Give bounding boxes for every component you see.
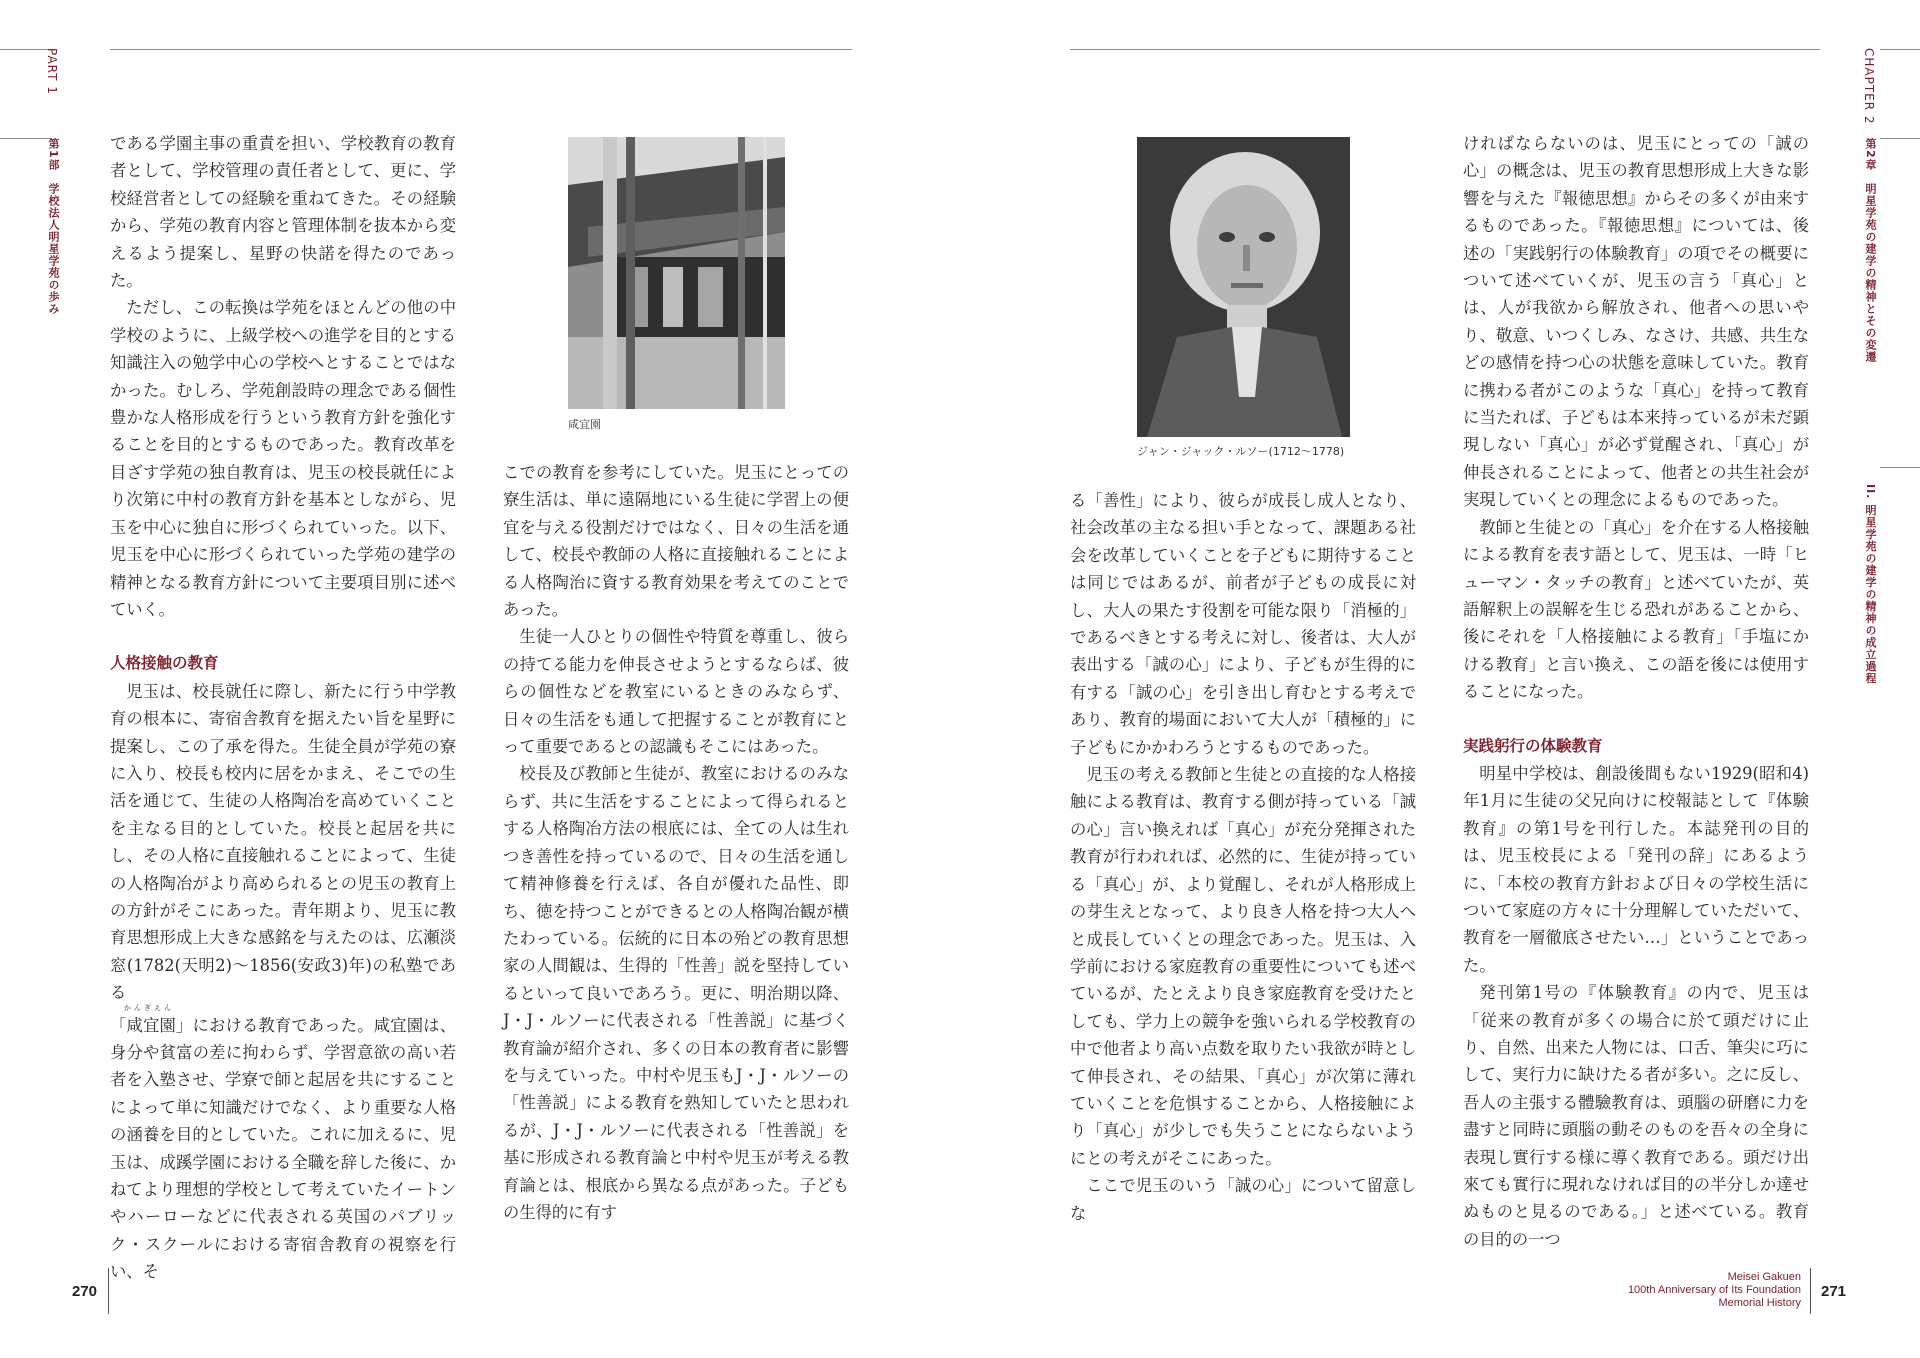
right-top-rule-main bbox=[1070, 49, 1820, 50]
part-label: PART 1 bbox=[45, 48, 59, 95]
paragraph: ここで児玉のいう「誠の心」について留意しな bbox=[1070, 1176, 1416, 1223]
chapter-title: 第2章 明星学苑の建学の精神とその変遷 bbox=[1864, 138, 1877, 363]
kangien-photo bbox=[568, 137, 785, 409]
left-column-2 bbox=[503, 459, 849, 1226]
left-top-rule-main bbox=[110, 49, 852, 50]
left-section-rule bbox=[0, 138, 50, 139]
right-footer-divider bbox=[1810, 1268, 1811, 1314]
paragraph: こでの教育を参考にしていた。児玉にとっての寮生活は、単に遠隔地にいる生徒に学習上の便宜を与える役割だけではなく、日々の生活を通して、校長や教師の人格に直接触れることによる人格陶治に資する教育効果を考えてのことであった。 bbox=[503, 463, 849, 620]
section-heading: 人格接触の教育 bbox=[110, 654, 219, 673]
paragraph: 教師と生徒との「真心」を介在する人格接触による教育を表す語として、児玉は、一時「ヒューマン・タッチの教育」と述べていたが、英語解釈上の誤解を生じる恐れがあることから、後にそれを「人格接触による教育」「手塩にかける教育」と言い換え、この語を後には使用することになった。 bbox=[1463, 517, 1809, 702]
chapter-label: CHAPTER 2 bbox=[1862, 48, 1876, 125]
right-section-rule bbox=[1880, 467, 1920, 468]
right-top-rule bbox=[1880, 49, 1920, 50]
left-top-rule bbox=[0, 49, 50, 50]
paragraph: ければならないのは、児玉にとっての「誠の心」の概念は、児玉の教育思想形成上大きな影響を与えた『報徳思想』からその多くが由来するものであった。『報徳思想』については、後述の「実践躬行の体験教育」の項でその概要について述べていくが、児玉の言う「真心」とは、人が我欲から解放され、他者への思いやり、敬意、いつくしみ、なさけ、共感、共生などの感情を持つ心の状態を意味していた。教育に携わる者がこのような「真心」を持って教育に当たれば、子どもは本来持っているが未だ顕現しない「真心」が必ず覚醒され、「真心」が伸長されることによって、他者との共生社会が実現していくとの理念によるものであった。 bbox=[1463, 134, 1809, 510]
left-section-label: 第1部 学校法人明星学苑の歩み bbox=[47, 138, 60, 315]
right-section-label: II. 明星学苑の建学の精神の成立過程 bbox=[1864, 484, 1877, 685]
paragraph: 明星中学校は、創設後間もない1929(昭和4)年1月に生徒の父兄向けに校報誌として『体験教育』の第1号を刊行した。本誌発刊の目的は、児玉校長による「発刊の辞」にあるように、「本校の教育方針および日々の学校生活について家庭の方々に十分理解していただいて、教育を一層徹底させたい…」ということであった。 bbox=[1463, 763, 1809, 975]
footer-line: 100th Anniversary of Its Foundation bbox=[1627, 1284, 1801, 1296]
right-column-1 bbox=[1070, 487, 1416, 1227]
paragraph: 校長及び教師と生徒が、教室におけるのみならず、共に生活をすることによって得られるとする人格陶冶方法の根底には、全ての人は生れつき善性を持っているので、日々の生活を通して精神修養を行えば、各自が優れた品性、即ち、徳を持つことができるとの人格陶冶観が横たわっている。伝統的に日本の殆どの教育思想家の人間観は、生得的「性善」説を堅持しているといって良いであろう。更に、明治期以降、J・J・ルソーに代表される「性善説」に基づく教育論が紹介され、多くの日本の教育者に影響を与えていった。中村や児玉もJ・J・ルソーの「性善説」による教育を熟知していたと思われるが、J・J・ルソーに代表される「性善説」を基に形成される教育論と中村や児玉が考える教育論とは、根底から異なる点があった。子どもの生得的に有す bbox=[503, 764, 849, 1222]
paragraph: る「善性」により、彼らが成長し成人となり、社会改革の主なる担い手となって、課題ある社会を改革していくことを子どもに期待することは同じではあるが、前者が子どもの成長に対し、大人の果たす役割を可能な限り「消極的」であるべきとする考えに対し、後者は、大人が表出する「誠の心」により、子どもが生得的に有する「誠の心」を引き出し育むとする考えであり、教育的場面において大人が「積極的」に子どもにかかわろうとするものであった。 bbox=[1070, 491, 1416, 757]
kangien-photo-image bbox=[568, 137, 785, 409]
right-chapter-rule bbox=[1880, 138, 1920, 139]
paragraph: ただし、この転換は学苑をほとんどの他の中学校のように、上級学校への進学を目的とする知識注入の勉学中心の学校へとすることではなかった。むしろ、学苑創設時の理念である個性豊かな人格形成を行うという教育方針を強化することを目的とするものであった。教育改革を目ざす学苑の独自教育は、児玉の校長就任により次第に中村の教育方針を基本としながら、児玉を中心に独自に形づくられていった。以下、児玉を中心に形づくられていった学苑の建学の精神となる教育方針について主要項目別に述べていく。 bbox=[110, 298, 456, 619]
rousseau-portrait-image bbox=[1137, 137, 1350, 437]
kangien-caption: 咸宜園 bbox=[568, 418, 601, 431]
footer-book-title bbox=[1560, 1271, 1801, 1310]
paragraph: 児玉は、校長就任に際し、新たに行う中学教育の根本に、寄宿舎教育を据えたい旨を星野に提案し、この了承を得た。生徒全員が学苑の寮に入り、校長も校内に居をかまえ、そこでの生活を通じて、生徒の人格陶冶を高めていくことを主なる目的としていた。校長と起居を共にし、その人格に直接触れることによって、生徒の人格陶冶がより高められるとの児玉の教育上の方針がそこにあった。青年期より、児玉に教育思想形成上大きな感銘を与えたのは、広瀬淡窓(1782(天明2)～1856(安政3)年)の私塾である bbox=[110, 681, 456, 1003]
left-page-number: 270 bbox=[72, 1283, 98, 1300]
left-footer-divider bbox=[108, 1268, 109, 1314]
right-page-number: 271 bbox=[1821, 1283, 1847, 1300]
footer-line: Meisei Gakuen bbox=[1727, 1271, 1801, 1283]
footer-line: Memorial History bbox=[1718, 1297, 1801, 1309]
paragraph: 発刊第1号の『体験教育』の内で、児玉は「従来の教育が多くの場合に於て頭だけに止り、自然、出来た人物には、口舌、筆尖に巧にして、実行力に缺けたる者が多い。之に反し、吾人の主張する體驗教育は、頭腦の研磨に力を盡すと同時に頭腦の動そのものを吾々の全身に表現し實行する様に導く教育である。頭だけ出來ても實行に現れなければ目的の半分しか達せぬものと見るのである。」と述べている。教育の目的の一つ bbox=[1463, 983, 1809, 1249]
section-heading: 実践躬行の体験教育 bbox=[1463, 736, 1603, 755]
ruby-annotation: かんぎえん bbox=[124, 1003, 174, 1012]
paragraph: である学園主事の重責を担い、学校教育の教育者として、学校管理の責任者として、更に、学校経営者としての経験を重ねてきた。その経験から、学苑の教育内容と管理体制を抜本から変えるよう提案し、星野の快諾を得たのであった。 bbox=[110, 134, 456, 291]
paragraph: 児玉の考える教師と生徒との直接的な人格接触による教育は、教育する側が持っている「誠の心」言い換えれば「真心」が充分発揮された教育が行われれば、必然的に、生徒が持っている「真心」が、より覚醒し、それが人格形成上の芽生えとなって、より良き人格を持つ大人へと成長していくとの理念であった。児玉は、入学前における家庭教育の重要性についても述べているが、たとえより良き家庭教育を受けたとしても、学力上の競争を強いられる学校教育の中で他者より高い点数を取りたい我欲が時として伸長され、その結果、「真心」が次第に薄れていくことを危惧することから、人格接触により「真心」が少しでも失うことにならないようにとの考えがそこにあった。 bbox=[1070, 765, 1416, 1168]
rousseau-caption: ジャン・ジャック・ルソー(1712～1778) bbox=[1137, 445, 1345, 458]
right-column-2 bbox=[1463, 130, 1809, 1253]
paragraph: 生徒一人ひとりの個性や特質を尊重し、彼らの持てる能力を伸長させようとするならば、彼らの個性などを教室にいるときのみならず、日々の生活をも通して把握することが教育にとって重要であるとの認識もそこにはあった。 bbox=[503, 627, 849, 757]
left-column-1 bbox=[110, 130, 456, 1286]
paragraph: 「咸宜園」における教育であった。咸宜園は、身分や貧富の差に拘わらず、学習意欲の高い若者を入塾させ、学寮で師と起居を共にすることによって単に知識だけでなく、より重要な人格の涵養を目的としていた。これに加えるに、児玉は、成蹊学園における全職を辞した後に、かねてより理想的学校として考えていたイートンやハーローなどに代表される英国のパブリック・スクールにおける寄宿舎教育の視察を行い、そ bbox=[110, 1015, 456, 1282]
rousseau-portrait bbox=[1137, 137, 1350, 437]
